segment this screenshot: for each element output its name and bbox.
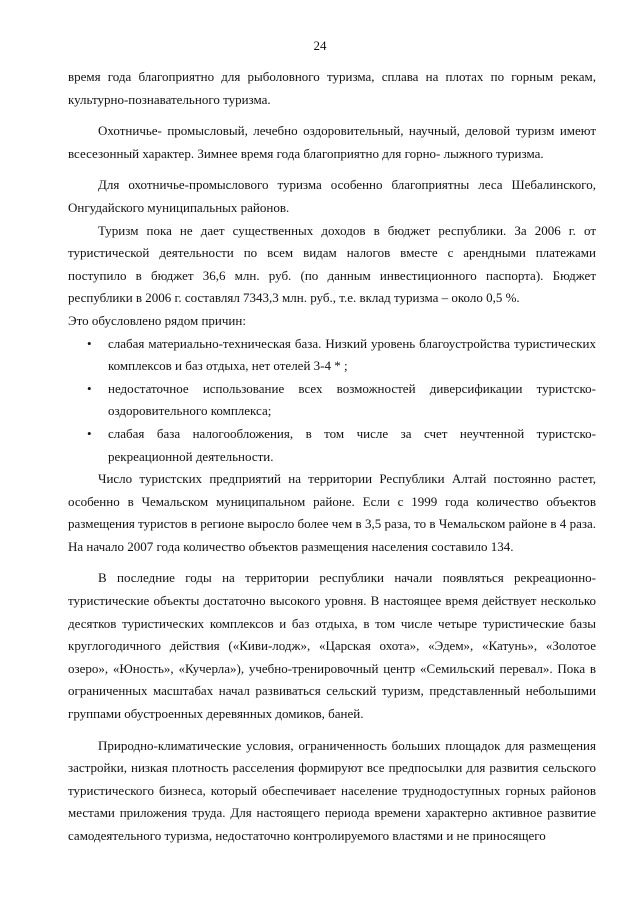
paragraph-6: Число туристских предприятий на территории Республики Алтай постоянно растет, особенно в Чемальском муниципальном районе. Если с 1999 года количество объектов размещения туристов в регионе выросло более чем в 3,5 раза, то в Чемальском районе в 4 раза. На начало 2007 года количество объектов размещения населения составило 134.: [68, 471, 596, 554]
page-number: 24: [313, 38, 327, 53]
paragraph-3: Для охотничье-промыслового туризма особенно благоприятны леса Шебалинского, Онгудайского муниципальных районов.: [68, 177, 596, 215]
bullet-item-1: • слабая материально-техническая база. Низкий уровень благоустройства туристических комплексов и баз отдыха, нет отелей 3-4 * ;: [68, 333, 596, 378]
paragraph-1: время года благоприятно для рыболовного туризма, сплава на плотах по горным рекам, культурно-познавательного туризма.: [68, 69, 596, 107]
paragraph-2: Охотничье- промысловый, лечебно оздоровительный, научный, деловой туризм имеют всесезонный характер. Зимнее время года благоприятно для горно- лыжного туризма.: [68, 123, 596, 161]
paragraph-8: Природно-климатические условия, ограниченность больших площадок для размещения застройки, низкая плотность расселения формируют все предпосылки для развития сельского туристического бизнеса, который обеспечивает население труднодоступных горных районов местами приложения труда. Для настоящего периода времени характерно активное развитие самодеятельного туризма, недостаточно контролируемого властями и не приносящего: [68, 737, 596, 843]
bullet-item-2: • недостаточное использование всех возможностей диверсификации туристско-оздоровительного комплекса;: [68, 378, 596, 423]
paragraph-5: Это обусловлено рядом причин:: [68, 312, 246, 328]
bullet-list: [68, 333, 596, 469]
bullet-item-3: • слабая база налогообложения, в том числе за счет неучтенной туристско-рекреационной деятельности.: [68, 423, 596, 468]
paragraph-7: В последние годы на территории республики начали появляться рекреационно-туристические объекты достаточно высокого уровня. В настоящее время действует несколько десятков туристических комплексов и баз отдыха, в том числе четыре туристические базы круглогодичного действия («Киви-лодж», «Царская охота», «Эдем», «Катунь», «Золотое озеро», «Юность», «Кучерла»), учебно-тренировочный центр «Семильский перевал». Пока в ограниченных масштабах начал развиваться сельский туризм, представленный небольшими группами обустроенных деревянных домиков, баней.: [68, 570, 596, 722]
document-body: [68, 66, 596, 848]
paragraph-4: Туризм пока не дает существенных доходов в бюджет республики. За 2006 г. от туристической деятельности по всем видам налогов вместе с арендными платежами поступило в бюджет 36,6 млн. руб. (по данным инвестиционного паспорта). Бюджет республики в 2006 г. составлял 7343,3 млн. руб., т.е. вклад туризма – около 0,5 %.: [68, 222, 596, 306]
